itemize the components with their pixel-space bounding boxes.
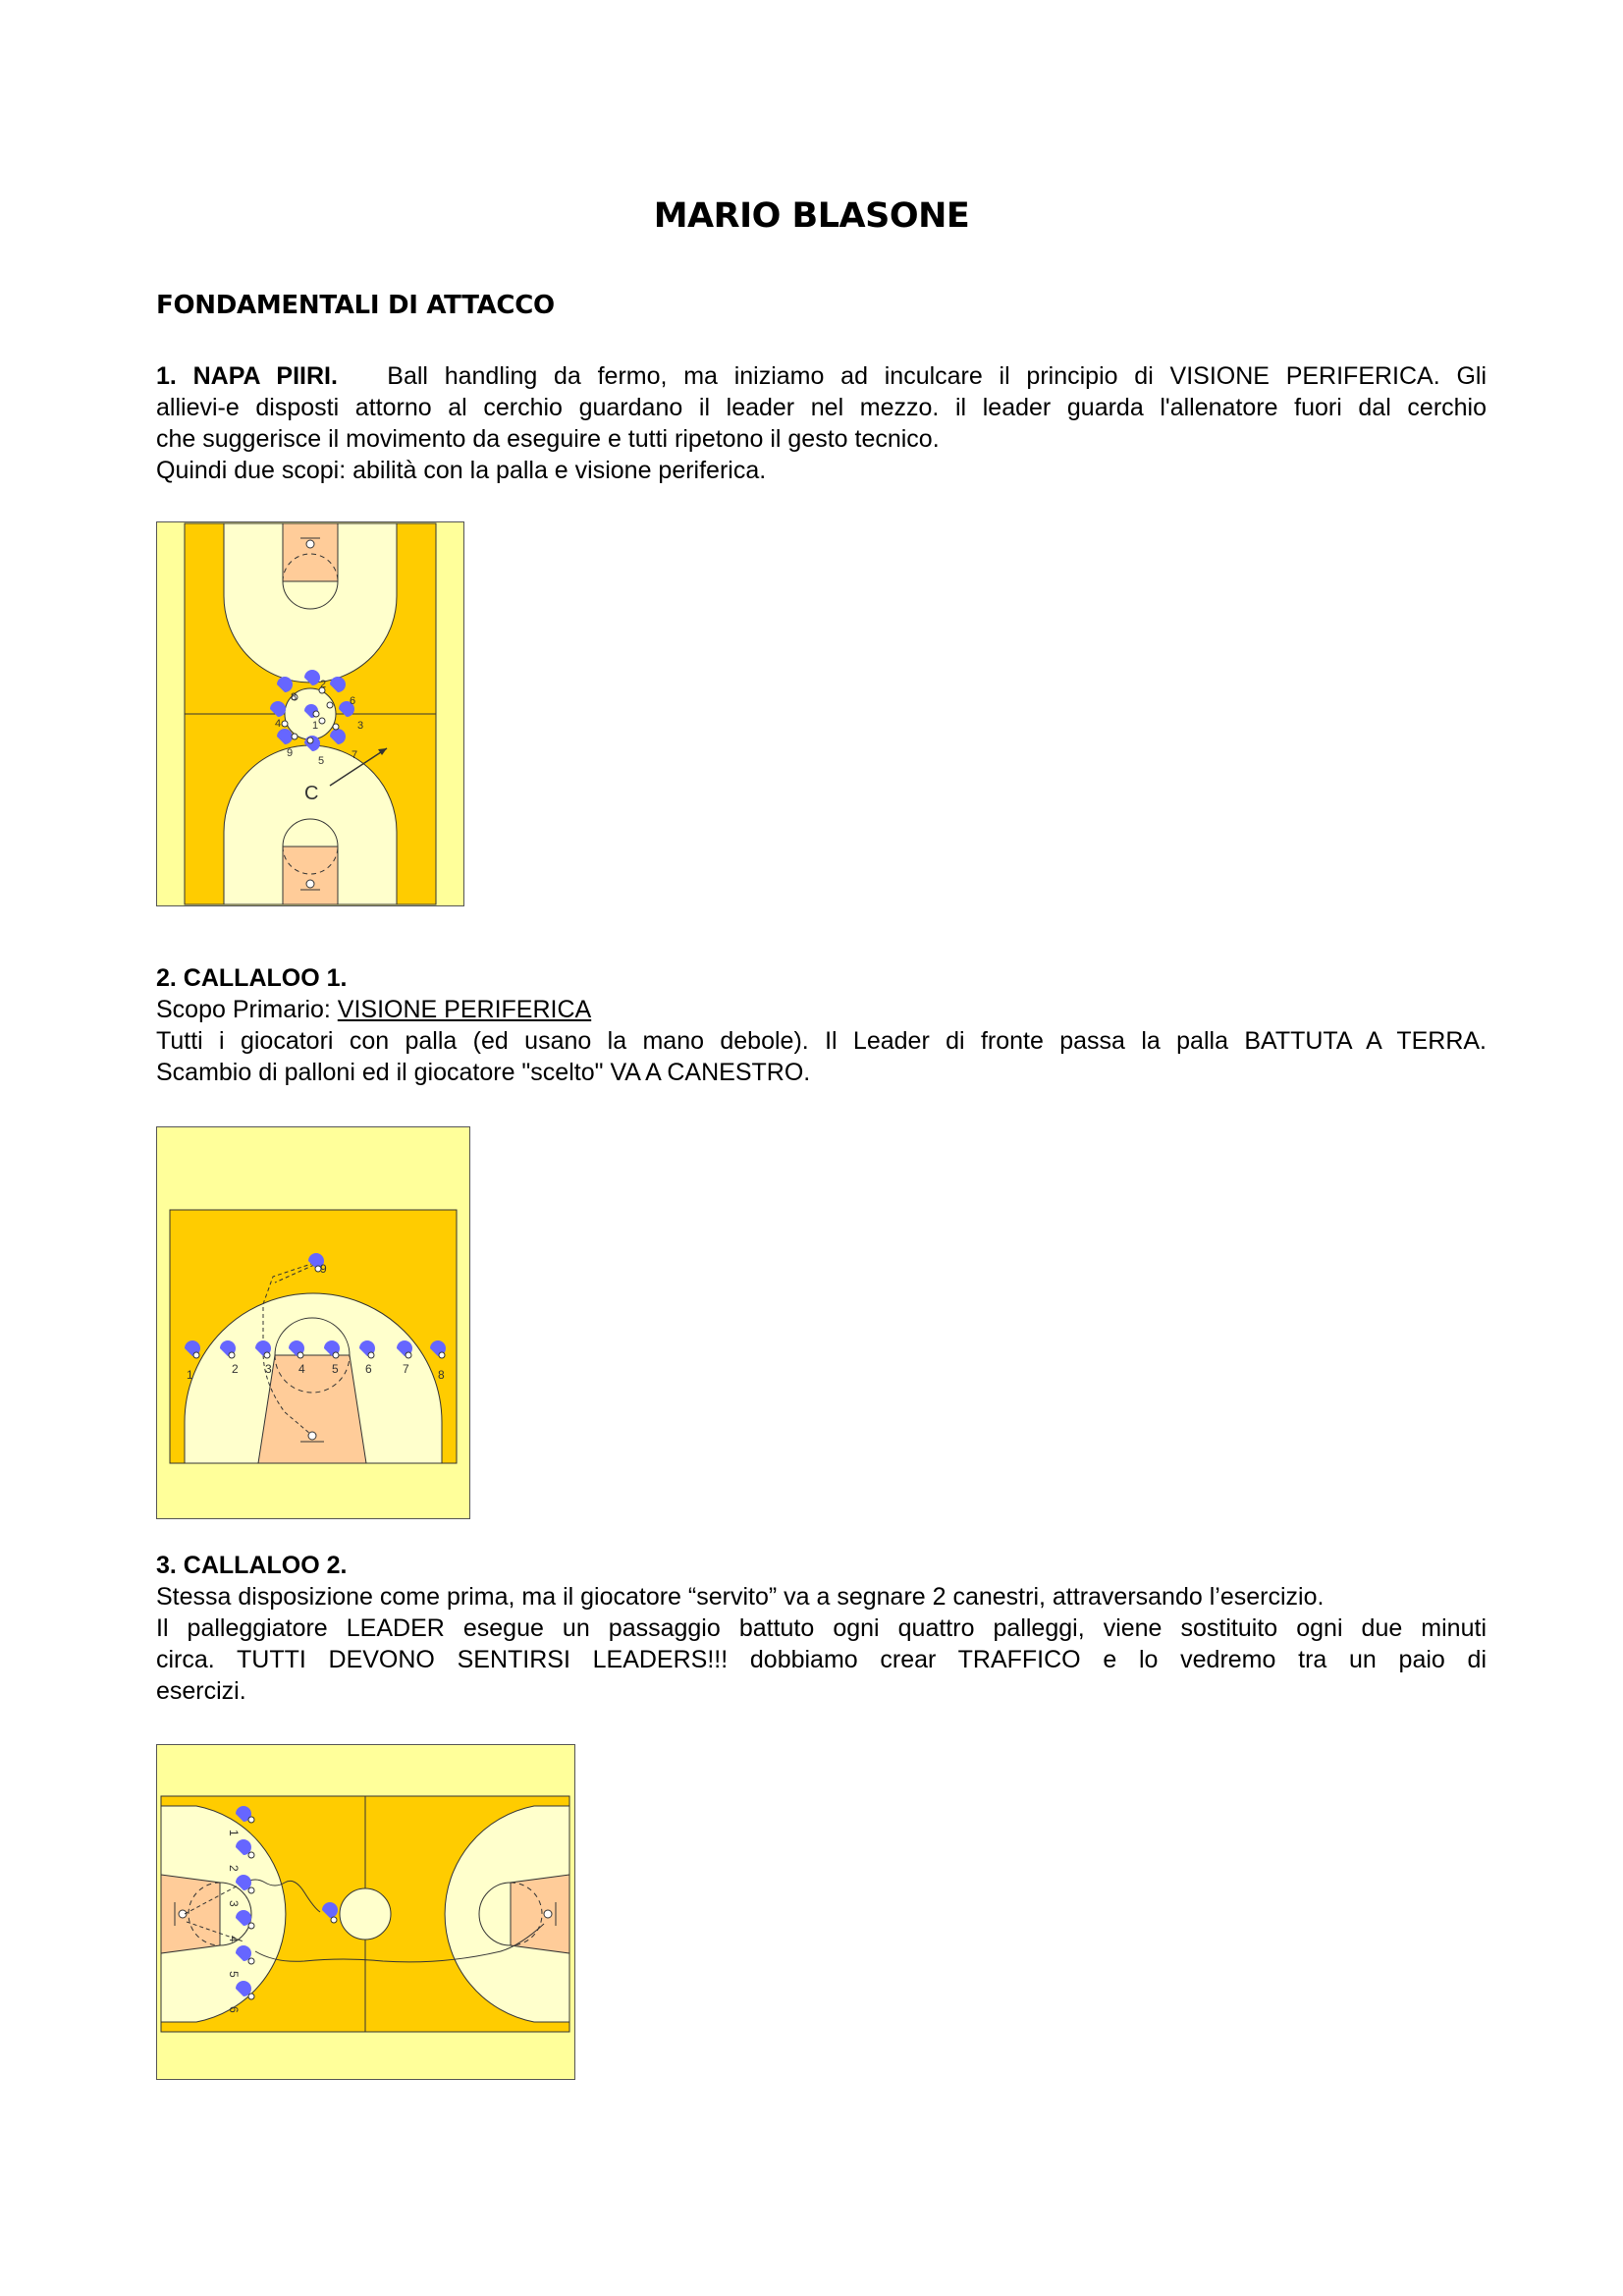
player-number: 3 xyxy=(227,1900,241,1907)
player-number: 7 xyxy=(352,749,358,761)
player-number: 9 xyxy=(287,747,294,759)
exercise-3-line: Il palleggiatore LEADER esegue un passaggio battuto ogni quattro palleggi, viene sostituito ogni due minuti xyxy=(156,1614,1487,1642)
exercise-1-title: 1. NAPA PIIRI. xyxy=(156,362,338,390)
exercise-3-text xyxy=(156,1550,1487,1707)
diagram-callaloo-1 xyxy=(156,1126,470,1519)
exercise-3-line: Stessa disposizione come prima, ma il giocatore “servito” va a segnare 2 canestri, attraversando l’esercizio. xyxy=(156,1583,1325,1611)
exercise-3-line: circa. TUTTI DEVONO SENTIRSI LEADERS!!! dobbiamo crear TRAFFICO e lo vedremo tra un paio di xyxy=(156,1646,1487,1673)
player-number: 1 xyxy=(187,1368,193,1382)
player-number: 8 xyxy=(291,691,298,703)
player-number: 4 xyxy=(275,718,282,730)
coach-label: C xyxy=(304,783,319,804)
exercise-1-text xyxy=(156,360,1487,486)
scope-label: Scopo Primario: xyxy=(156,996,338,1023)
player-number: 6 xyxy=(227,2006,241,2013)
player-number: 2 xyxy=(320,679,327,690)
player-number: 6 xyxy=(350,695,356,707)
exercise-1-line: che suggerisce il movimento da eseguire e tutti ripetono il gesto tecnico. xyxy=(156,425,940,453)
diagram-napa-piiri xyxy=(156,521,464,906)
diagram-callaloo-2 xyxy=(156,1744,575,2080)
player-number: 9 xyxy=(320,1262,327,1276)
player-number: 4 xyxy=(298,1362,305,1376)
player-number: 8 xyxy=(438,1368,445,1382)
player-number: 2 xyxy=(227,1865,241,1872)
exercise-3-line: esercizi. xyxy=(156,1677,246,1705)
player-number: 2 xyxy=(232,1362,239,1376)
player-number: 6 xyxy=(365,1362,372,1376)
exercise-1-line: Quindi due scopi: abilità con la palla e visione periferica. xyxy=(156,457,767,484)
player-number: 4 xyxy=(227,1936,241,1942)
player-number: 5 xyxy=(227,1971,241,1978)
player-number: 7 xyxy=(403,1362,409,1376)
player-number: 3 xyxy=(265,1362,272,1376)
exercise-2-line: Scambio di palloni ed il giocatore "scelto" VA A CANESTRO. xyxy=(156,1059,811,1086)
section-heading: FONDAMENTALI DI ATTACCO xyxy=(156,291,555,320)
exercise-1-line: allievi-e disposti attorno al cerchio guardano il leader nel mezzo. il leader guarda l'allenatore fuori dal cerchio xyxy=(156,394,1487,421)
player-number: 3 xyxy=(357,720,364,732)
player-number: 5 xyxy=(318,755,325,767)
exercise-2-text xyxy=(156,962,1487,1088)
player-number: 5 xyxy=(332,1362,339,1376)
page-title: MARIO BLASONE xyxy=(653,196,970,236)
exercise-2-title: 2. CALLALOO 1. xyxy=(156,964,348,992)
exercise-1-line: Ball handling da fermo, ma iniziamo ad inculcare il principio di VISIONE PERIFERICA. Gli xyxy=(387,362,1487,390)
exercise-2-line: Tutti i giocatori con palla (ed usano la mano debole). Il Leader di fronte passa la palla BATTUTA A TERRA. xyxy=(156,1027,1487,1055)
player-number: 1 xyxy=(227,1830,241,1836)
scope-value: VISIONE PERIFERICA xyxy=(337,996,592,1023)
exercise-3-title: 3. CALLALOO 2. xyxy=(156,1552,348,1579)
player-number: 1 xyxy=(312,720,319,732)
